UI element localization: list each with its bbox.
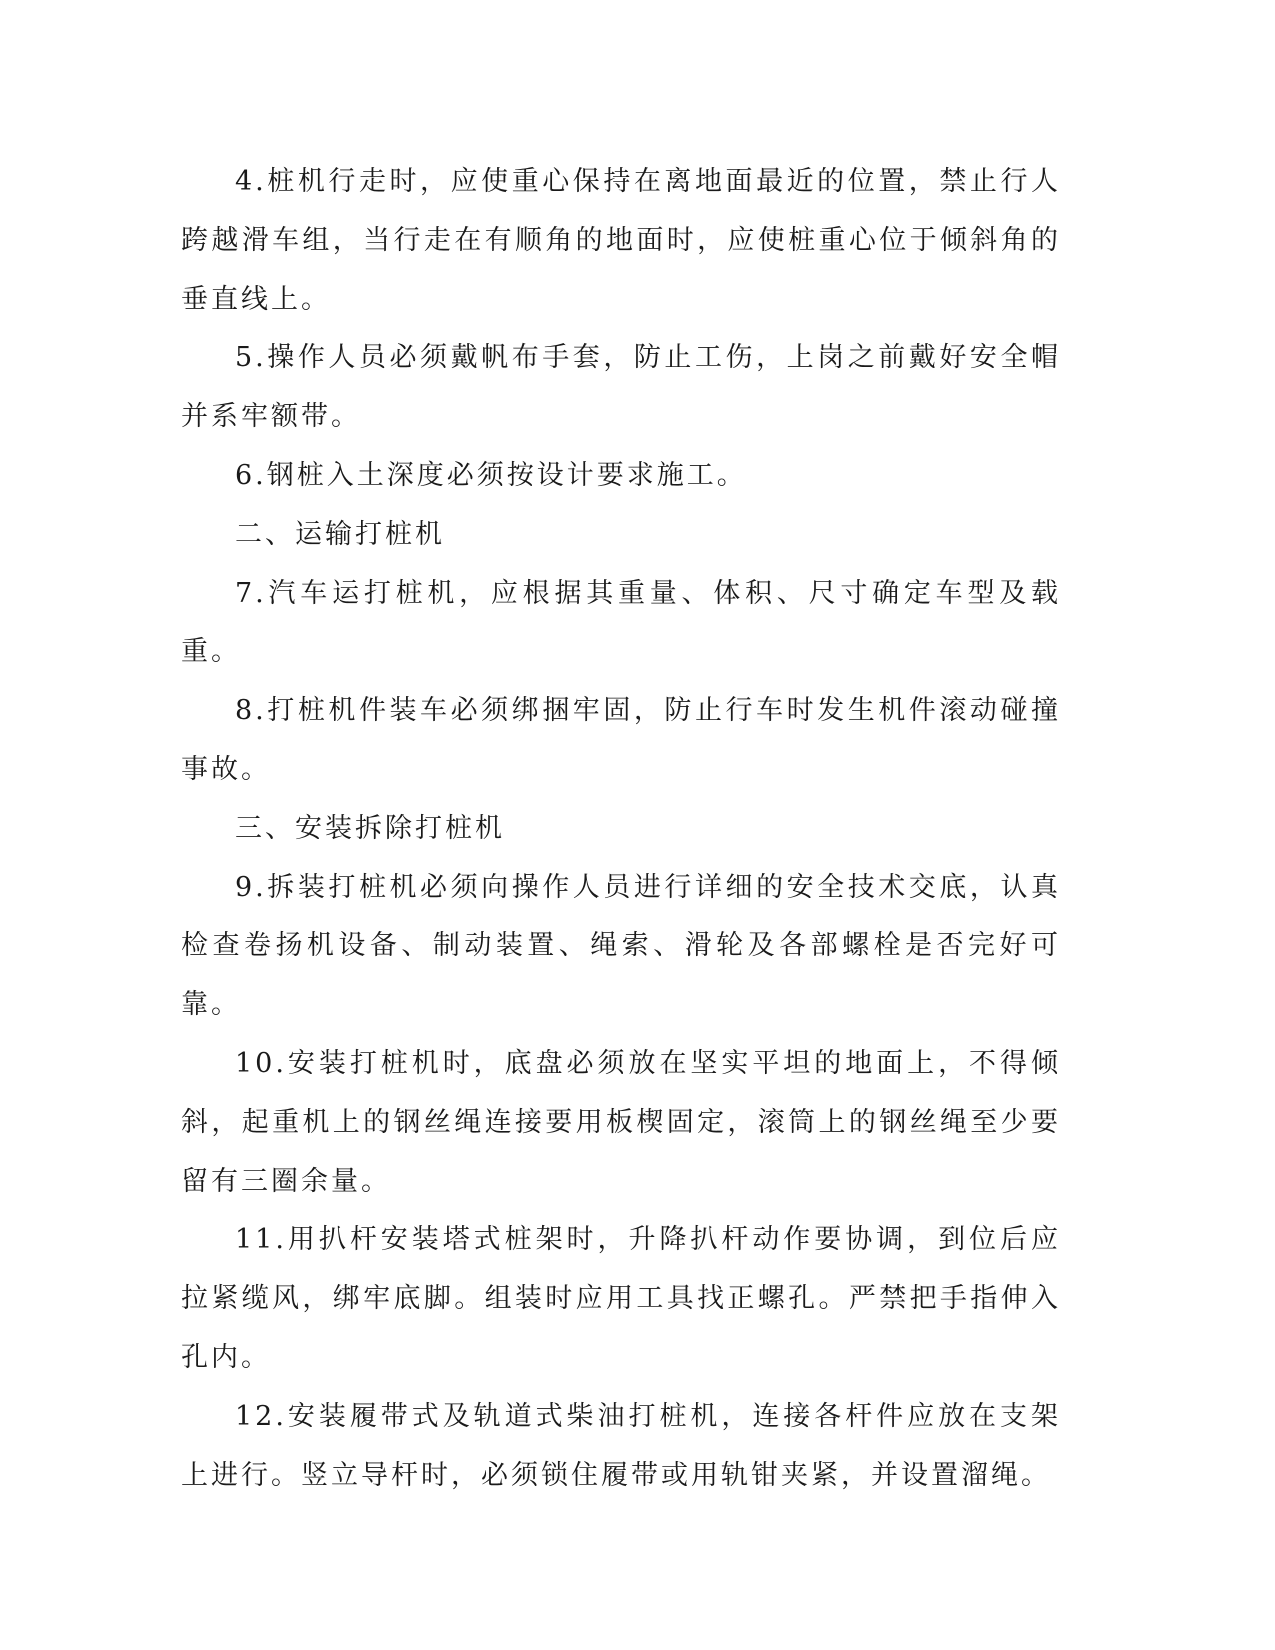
paragraph-item-12: 12.安装履带式及轨道式柴油打桩机，连接各杆件应放在支架上进行。竖立导杆时，必须锁住履带或用轨钳夹紧，并设置溜绳。 (181, 1400, 1061, 1491)
paragraph-item-11: 11.用扒杆安装塔式桩架时，升降扒杆动作要协调，到位后应拉紧缆风，绑牢底脚。组装时应用工具找正螺孔。严禁把手指伸入孔内。 (181, 1224, 1061, 1373)
document-body (181, 153, 1061, 1505)
paragraph-item-4: 4.桩机行走时，应使重心保持在离地面最近的位置，禁止行人跨越滑车组，当行走在有顺角的地面时，应使桩重心位于倾斜角的垂直线上。 (181, 166, 1061, 315)
paragraph-item-9: 9.拆装打桩机必须向操作人员进行详细的安全技术交底，认真检查卷扬机设备、制动装置、绳索、滑轮及各部螺栓是否完好可靠。 (181, 871, 1061, 1021)
section-heading-transport: 二、运输打桩机 (235, 518, 445, 550)
paragraph-item-8: 8.打桩机件装车必须绑捆牢固，防止行车时发生机件滚动碰撞事故。 (181, 695, 1061, 785)
paragraph-item-6: 6.钢桩入土深度必须按设计要求施工。 (235, 459, 747, 491)
section-heading-install-remove: 三、安装拆除打桩机 (235, 812, 505, 844)
paragraph-item-10: 10.安装打桩机时，底盘必须放在坚实平坦的地面上，不得倾斜，起重机上的钢丝绳连接要用板楔固定，滚筒上的钢丝绳至少要留有三圈余量。 (181, 1047, 1061, 1197)
paragraph-item-5: 5.操作人员必须戴帆布手套，防止工伤，上岗之前戴好安全帽并系牢额带。 (181, 342, 1061, 433)
paragraph-item-7: 7.汽车运打桩机，应根据其重量、体积、尺寸确定车型及载重。 (181, 577, 1061, 668)
